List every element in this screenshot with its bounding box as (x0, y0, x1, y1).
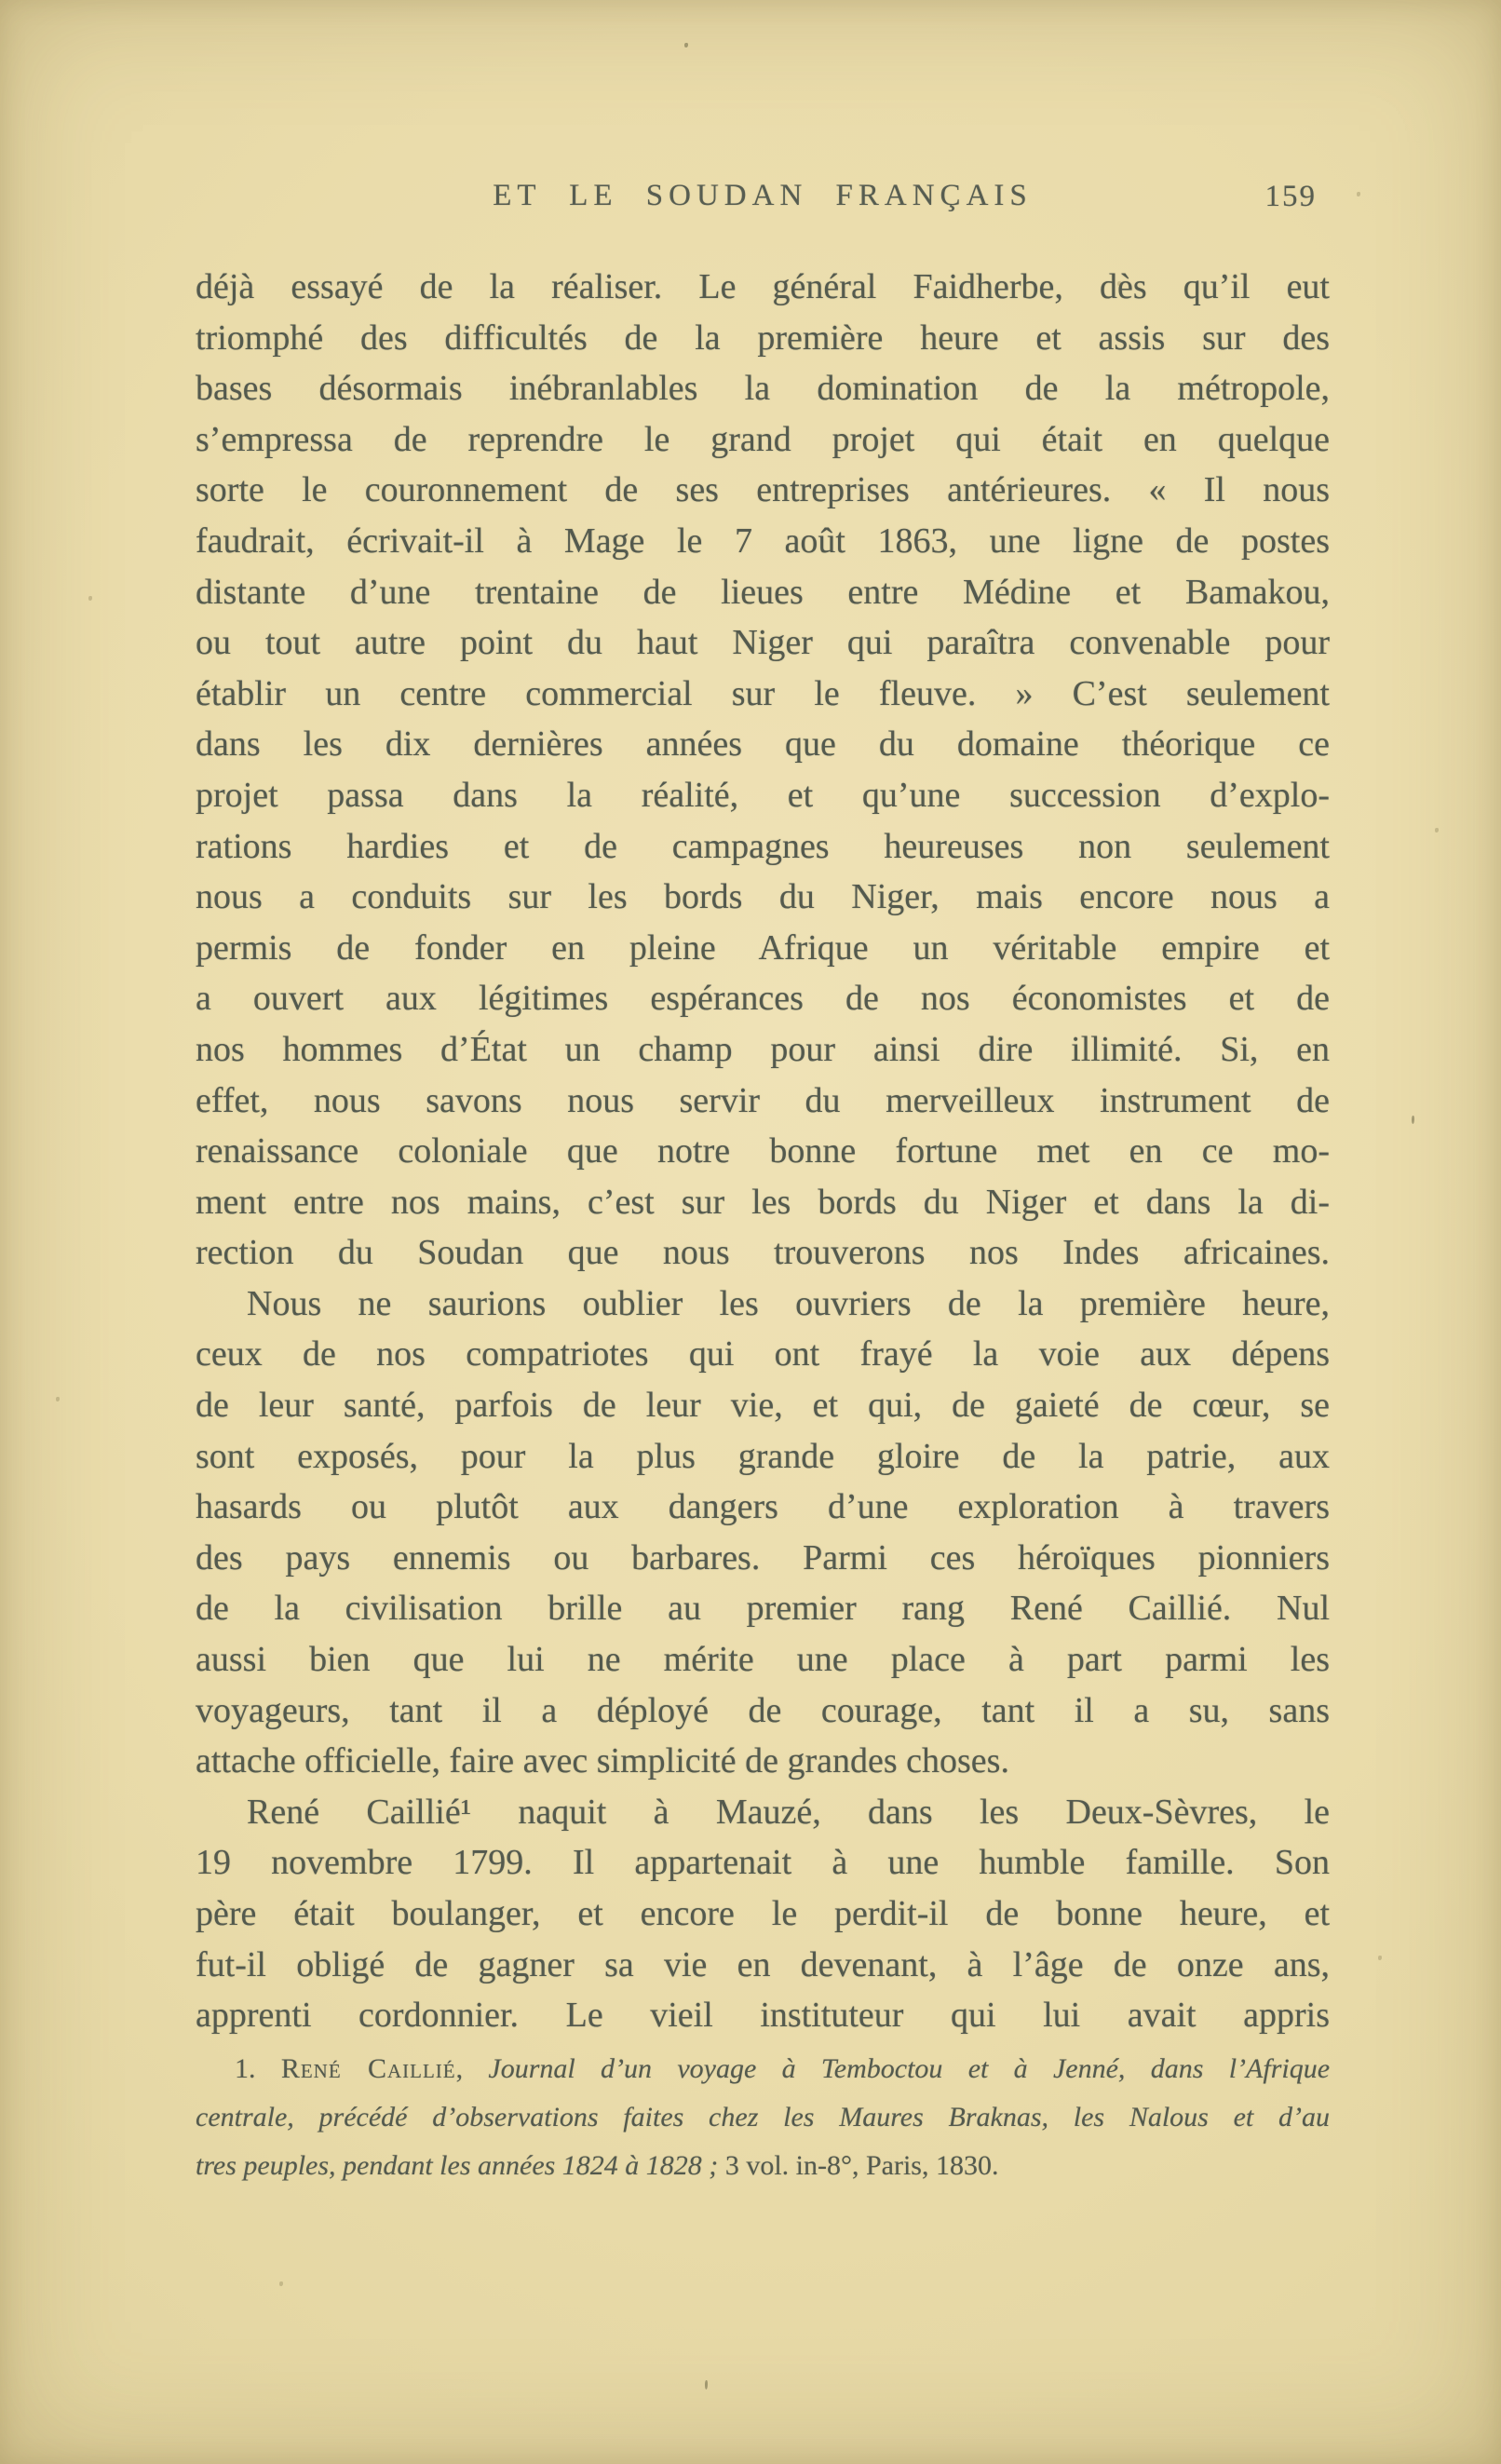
text-line: père était boulanger, et encore le perdit-il de bonne heure, et (196, 1894, 1330, 1933)
text-line: renaissance coloniale que notre bonne fortune met en ce mo- (196, 1131, 1330, 1171)
text-line: des pays ennemis ou barbares. Parmi ces héroïques pionniers (196, 1537, 1330, 1577)
text-line: de la civilisation brille au premier rang René Caillié. Nul (196, 1589, 1330, 1629)
paragraph (196, 1279, 1330, 1787)
text-line: voyageurs, tant il a déployé de courage, tant il a su, sans (196, 1690, 1330, 1730)
text-line: René Caillié¹ naquit à Mauzé, dans les Deux-Sèvres, le (247, 1792, 1330, 1832)
text-line: nous a conduits sur les bords du Niger, mais encore nous a (196, 877, 1330, 917)
text-line: ment entre nos mains, c’est sur les bords du Niger et dans la di- (196, 1182, 1330, 1222)
text-line: dans les dix dernières années que du domaine théorique ce (196, 724, 1330, 765)
text-line: nos hommes d’État un champ pour ainsi dire illimité. Si, en (196, 1029, 1330, 1069)
text-line: effet, nous savons nous servir du merveilleux instrument de (196, 1080, 1330, 1120)
scan-speck (705, 2380, 708, 2390)
text-line: Nous ne saurions oublier les ouvriers de la première heure, (247, 1283, 1330, 1323)
text-line: établir un centre commercial sur le fleuve. » C’est seulement (196, 673, 1330, 713)
footnote-line (196, 2093, 1330, 2142)
text-line: ceux de nos compatriotes qui ont frayé la voie aux dépens (196, 1334, 1330, 1374)
text-line: triomphé des difficultés de la première heure et assis sur des (196, 318, 1330, 358)
footnote-segment-italic: Journal d’un voyage à Temboctou et à Jenné, dans l’Afrique (488, 2053, 1331, 2084)
body-text (196, 262, 1330, 2041)
scan-speck (1357, 192, 1360, 196)
footnote (196, 2045, 1330, 2190)
footnote-line (196, 2045, 1330, 2093)
scan-speck (684, 43, 688, 47)
text-line: sorte le couronnement de ses entreprises antérieures. « Il nous (196, 470, 1330, 510)
text-line: apprenti cordonnier. Le vieil instituteur qui lui avait appris (196, 1996, 1330, 2036)
text-line: faudrait, écrivait-il à Mage le 7 août 1863, une ligne de postes (196, 521, 1330, 561)
paper-specks (0, 0, 1, 1)
text-line: ou tout autre point du haut Niger qui paraîtra convenable pour (196, 623, 1330, 663)
footnote-segment-roman: 3 vol. in-8°, Paris, 1830. (724, 2150, 999, 2181)
text-line: hasards ou plutôt aux dangers d’une exploration à travers (196, 1487, 1330, 1527)
page-number: 159 (1264, 180, 1317, 213)
text-line: fut-il obligé de gagner sa vie en devenant, à l’âge de onze ans, (196, 1944, 1330, 1984)
footnote-segment-roman: 1. (235, 2053, 281, 2084)
footnote-line (196, 2142, 1330, 2190)
text-line: permis de fonder en pleine Afrique un véritable empire et (196, 927, 1330, 968)
scan-speck (1435, 828, 1439, 833)
running-title: ET LE SOUDAN FRANÇAIS (493, 179, 1033, 212)
text-line: rection du Soudan que nous trouverons nos Indes africaines. (196, 1233, 1330, 1273)
text-line: distante d’une trentaine de lieues entre Médine et Bamakou, (196, 572, 1330, 612)
scan-speck (1378, 1956, 1382, 1960)
footnote-segment-roman: , (455, 2053, 489, 2084)
paragraph (196, 1787, 1330, 2041)
text-line: de leur santé, parfois de leur vie, et qui, de gaieté de cœur, se (196, 1386, 1330, 1426)
footnote-segment-smallcaps: René Caillié (280, 2053, 456, 2084)
text-line: aussi bien que lui ne mérite une place à part parmi les (196, 1640, 1330, 1680)
footnote-segment-italic: tres peuples, pendant les années 1824 à 1828 ; (196, 2150, 725, 2181)
text-line: 19 novembre 1799. Il appartenait à une humble famille. Son (196, 1843, 1330, 1883)
text-line: bases désormais inébranlables la domination de la métropole, (196, 369, 1330, 409)
footnote-segment-italic: centrale, précédé d’observations faites chez les Maures Braknas, les Nalous et d’au (196, 2102, 1330, 2132)
text-line: attache officielle, faire avec simplicité de grandes choses. (196, 1741, 1009, 1781)
page-header (196, 179, 1330, 227)
scan-speck (1412, 1116, 1414, 1124)
scan-speck (88, 596, 92, 601)
scan-speck (56, 1397, 60, 1401)
text-line: rations hardies et de campagnes heureuses non seulement (196, 826, 1330, 866)
scan-speck (279, 2281, 283, 2286)
text-line: déjà essayé de la réaliser. Le général Faidherbe, dès qu’il eut (196, 267, 1330, 306)
text-line: projet passa dans la réalité, et qu’une succession d’explo- (196, 775, 1330, 815)
text-line: a ouvert aux légitimes espérances de nos économistes et de (196, 979, 1330, 1019)
text-line: s’empressa de reprendre le grand projet qui était en quelque (196, 419, 1330, 459)
text-line: sont exposés, pour la plus grande gloire de la patrie, aux (196, 1436, 1330, 1476)
paragraph (196, 262, 1330, 1279)
